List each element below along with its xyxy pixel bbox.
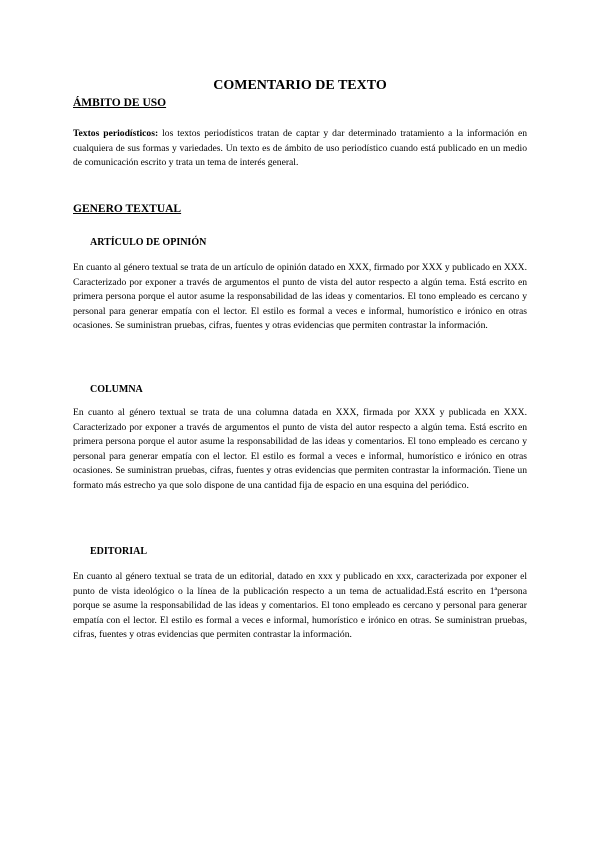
paragraph-text: los textos periodísticos tratan de captar y dar determinado tratamiento a la información en cualquiera de sus formas y variedades. Un texto es de ámbito de uso periodístico cuando está publicado en un medio de comunicación escrito y trata un tema de interés general. [73, 128, 527, 168]
document-title: COMENTARIO DE TEXTO [213, 78, 387, 93]
subheading-articulo: ARTÍCULO DE OPINIÓN [90, 237, 207, 248]
section-heading-ambito: ÁMBITO DE USO [73, 97, 167, 109]
paragraph-ambito [73, 127, 527, 171]
paragraph-editorial: En cuanto al género textual se trata de un editorial, datado en xxx y publicado en xxx, caracterizada por exponer el punto de vista ideológico o la línea de la publicación respecto a un tema de actualidad.Está escrito en 1ªpersona porque se asume la responsabilidad de las ideas y comentarios. El tono empleado es cercano y personal para generar empatía con el lector. El estilo es formal a veces e informal, humorístico e irónico en otras. Se suministran pruebas, cifras, fuentes y otras evidencias que permiten contrastar la información. [73, 571, 527, 640]
paragraph-articulo: En cuanto al género textual se trata de un artículo de opinión datado en XXX, firmado por XXX y publicado en XXX. Caracterizado por exponer a través de argumentos el punto de vista del autor respecto a algún tema. Está escrito en primera persona porque el autor asume la responsabilidad de las ideas y comentarios. El tono empleado es cercano y personal para generar empatía con el lector. El estilo es formal a veces e informal, humorístico e irónico en otras ocasiones. Se suministran pruebas, cifras, fuentes y otras evidencias que permiten contrastar la información. [73, 262, 527, 331]
paragraph-columna: En cuanto al género textual se trata de una columna datada en XXX, firmada por XXX y publicada en XXX. Caracterizado por exponer a través de argumentos el punto de vista del autor respecto a algún tema. Está escrito en primera persona porque el autor asume la responsabilidad de las ideas y comentarios. El tono empleado es cercano y personal para generar empatía con el lector. El estilo es formal a veces e informal, humorístico e irónico en otras ocasiones. Se suministran pruebas, cifras, fuentes y otras evidencias que permiten contrastar la información. Tiene un formato más estrecho ya que solo dispone de una cantidad fija de espacio en una esquina del periódico. [73, 407, 527, 491]
subheading-columna: COLUMNA [90, 384, 143, 395]
subheading-editorial: EDITORIAL [90, 546, 148, 557]
section-heading-genero: GENERO TEXTUAL [73, 203, 182, 215]
paragraph-lead: Textos periodísticos: [73, 128, 159, 139]
